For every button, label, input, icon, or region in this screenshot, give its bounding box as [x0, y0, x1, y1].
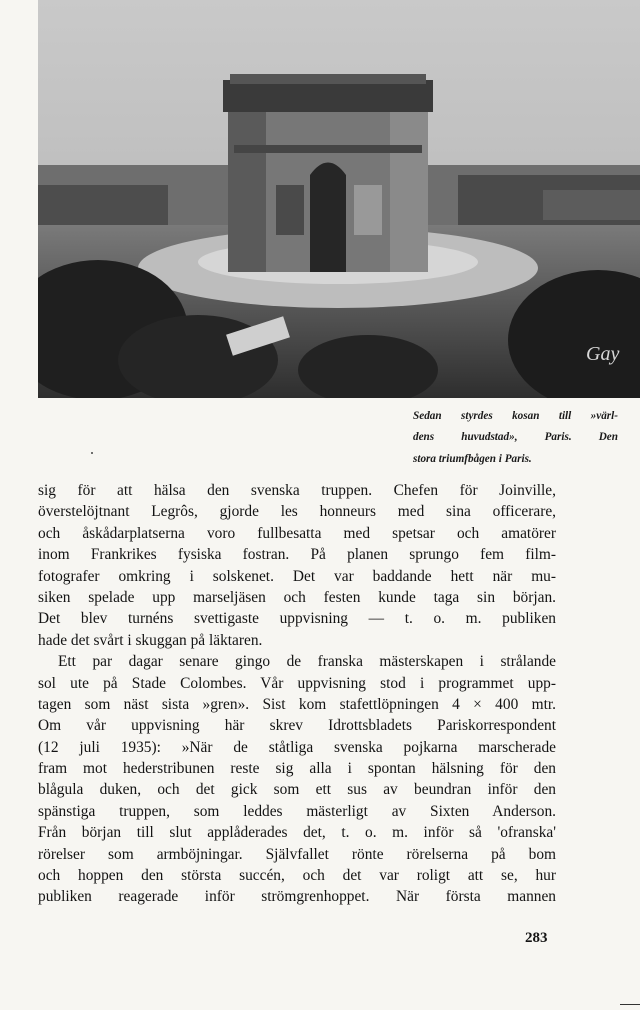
body-line: sol ute på Stade Colombes. Vår uppvisning stod i programmet upp- — [38, 674, 556, 692]
caption-line: stora triumfbågen i Paris. — [413, 452, 532, 465]
body-line: siken spelade upp marseljäsen och festen kunde taga sin början. — [38, 588, 556, 606]
body-line: fotografer omkring i solskenet. Det var baddande hett när mu- — [38, 567, 556, 585]
caption-line: Sedan styrdes kosan till »värl- — [413, 410, 618, 422]
bottom-rule — [620, 1004, 640, 1005]
body-text — [38, 480, 556, 908]
body-line: Det blev turnéns svettigaste uppvisning — t. o. m. publiken — [38, 610, 556, 628]
arc-de-triomphe-photo-icon — [38, 0, 640, 398]
body-line: blågula duken, och det gick som ett sus av beundran inför den — [38, 781, 556, 799]
body-line: publiken reagerade inför strömgrenhoppet. När första mannen — [38, 888, 556, 906]
body-line: hade det svårt i skuggan på läktaren. — [38, 631, 263, 649]
body-line: och hoppen den största succén, och det var roligt att se, hur — [38, 867, 556, 885]
body-line: sig för att hälsa den svenska truppen. Chefen för Joinville, — [38, 482, 556, 499]
body-line: fram mot hederstribunen reste sig alla i spontan hälsning för den — [38, 760, 556, 778]
body-line: och åskådarplatserna voro fullbesatta med spetsar och amatörer — [38, 524, 556, 542]
body-line: spänstiga truppen, som leddes mästerligt av Sixten Anderson. — [38, 802, 556, 820]
body-line: (12 juli 1935): »När de ståtliga svenska pojkarna marscherade — [38, 738, 556, 756]
body-line: tagen som näst sista »gren». Sist kom stafettlöpningen 4 × 400 mtr. — [38, 695, 556, 713]
body-line: rörelser som armböjningar. Självfallet rönte rörelserna på bom — [38, 845, 556, 863]
arc-de-triomphe-photo — [38, 0, 640, 398]
artist-signature: Gay — [586, 343, 620, 365]
caption-line: dens huvudstad», Paris. Den — [413, 431, 618, 444]
photo-caption — [413, 410, 618, 474]
body-line: Om vår uppvisning här skrev Idrottsbladets Pariskorrespondent — [38, 717, 556, 735]
print-speck — [91, 452, 93, 454]
page-number: 283 — [525, 930, 548, 946]
body-line: inom Frankrikes fysiska fostran. På planen sprungo fem film- — [38, 546, 556, 564]
body-line: Från början till slut applåderades det, t. o. m. inför så 'ofranska' — [38, 824, 556, 842]
body-line: Ett par dagar senare gingo de franska mästerskapen i strålande — [58, 653, 556, 671]
body-line: överstelöjtnant Legrôs, gjorde les honneurs med sina officerare, — [38, 503, 556, 521]
